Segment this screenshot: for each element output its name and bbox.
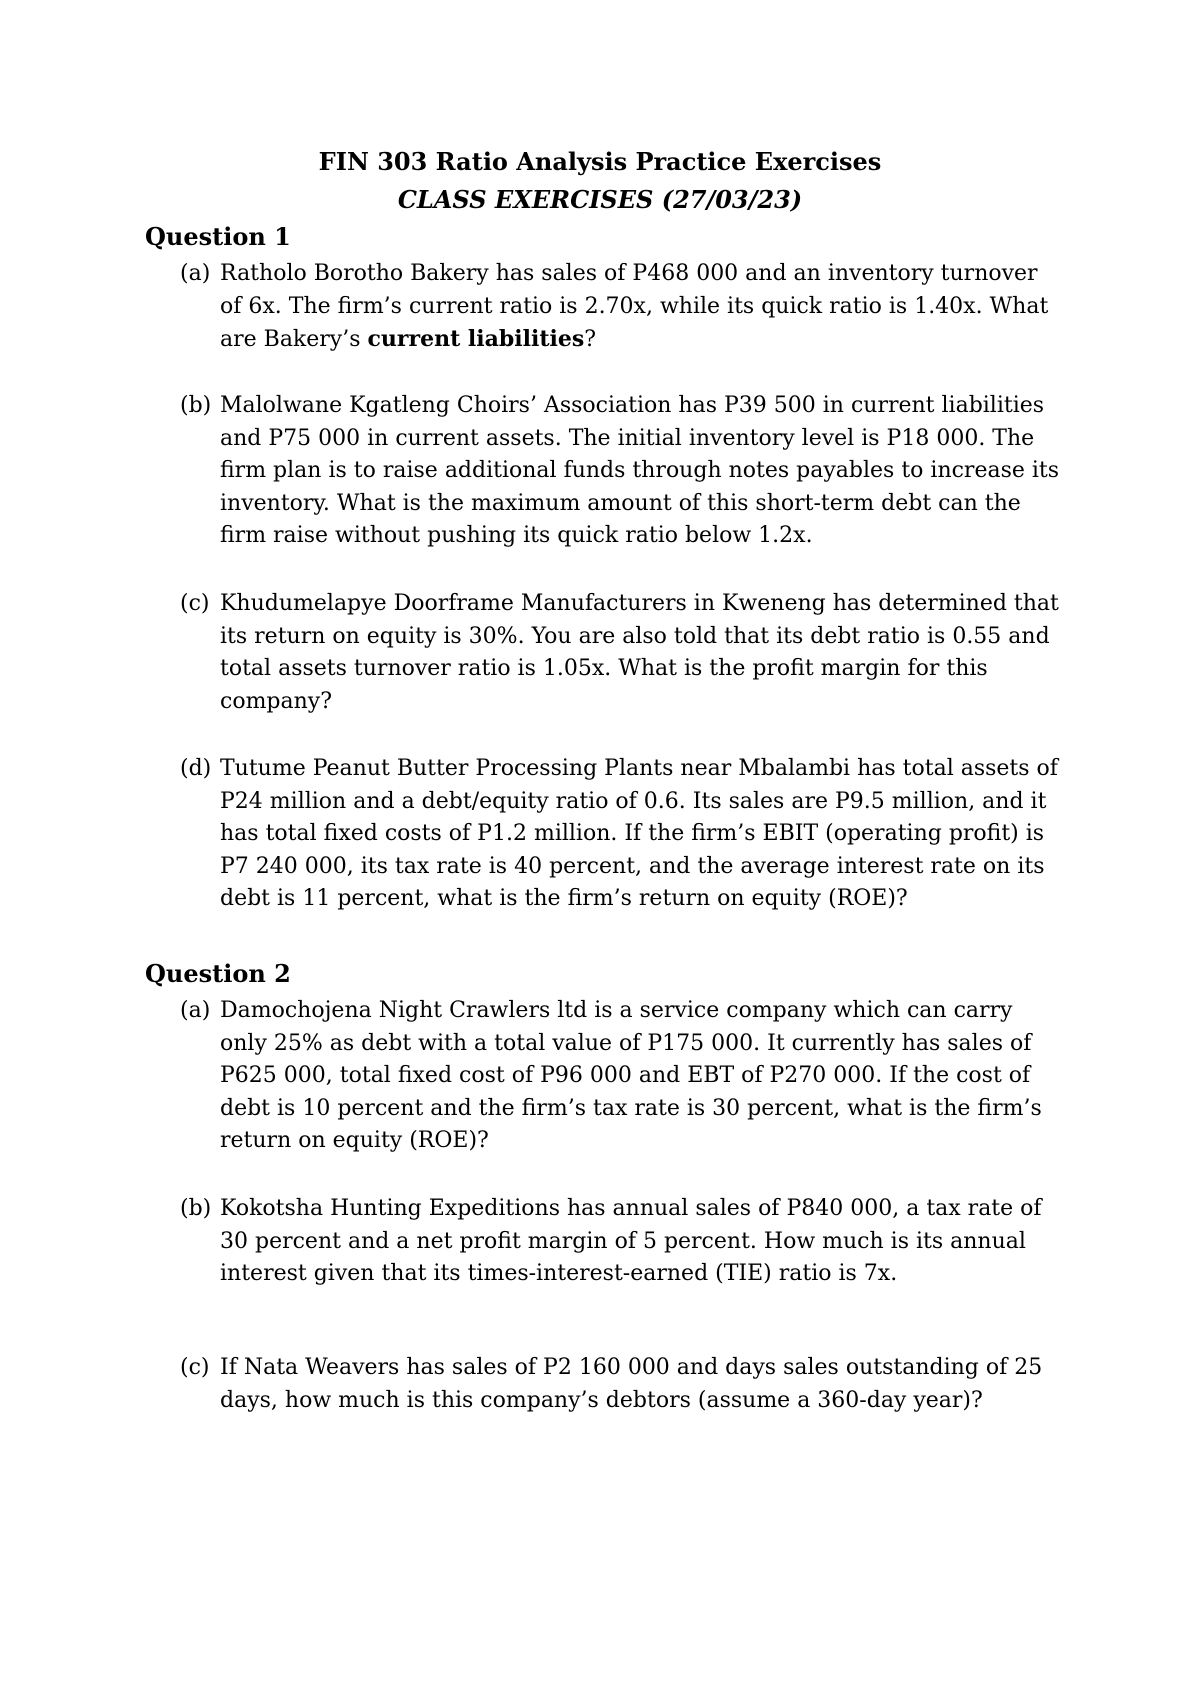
document-subtitle: CLASS EXERCISES (27/03/23) xyxy=(397,185,803,214)
question-1a-text-end: ? xyxy=(584,327,597,352)
question-1d xyxy=(180,753,1060,916)
question-2a xyxy=(180,995,1060,1158)
question-1-heading: Question 1 xyxy=(145,222,291,251)
question-1a-text-start: Ratholo Borotho Bakery has sales of P468 000 and an inventory turnover of 6x. The firm’s current ratio is 2.70x, while its quick ratio is 1.40x. What are Bakery’s xyxy=(220,261,1049,352)
question-2b xyxy=(180,1193,1060,1291)
question-1a-label: (a) xyxy=(180,261,211,286)
question-2a-label: (a) xyxy=(180,998,211,1023)
question-2b-label: (b) xyxy=(180,1196,212,1221)
question-1d-text: Tutume Peanut Butter Processing Plants near Mbalambi has total assets of P24 million and a debt/equity ratio of 0.6. Its sales are P9.5 million, and it has total fixed costs of P1.2 million. If the firm’s EBIT (operating profit) is P7 240 000, its tax rate is 40 percent, and the average interest rate on its debt is 11 percent, what is the firm’s return on equity (ROE)? xyxy=(220,756,1058,911)
question-1a xyxy=(180,258,1060,357)
question-2a-text: Damochojena Night Crawlers ltd is a service company which can carry only 25% as debt with a total value of P175 000. It currently has sales of P625 000, total fixed cost of P96 000 and EBT of P270 000. If the cost of debt is 10 percent and the firm’s tax rate is 30 percent, what is the firm’s return on equity (ROE)? xyxy=(220,998,1042,1153)
question-1b xyxy=(180,390,1060,553)
question-1b-text: Malolwane Kgatleng Choirs’ Association has P39 500 in current liabilities and P75 000 in current assets. The initial inventory level is P18 000. The firm plan is to raise additional funds through notes payables to increase its inventory. What is the maximum amount of this short-term debt can the firm raise without pushing its quick ratio below 1.2x. xyxy=(220,393,1060,548)
question-2-heading: Question 2 xyxy=(145,959,291,988)
question-1c xyxy=(180,588,1060,718)
question-1a-emphasis: current liabilities xyxy=(367,326,585,352)
question-2b-text: Kokotsha Hunting Expeditions has annual sales of P840 000, a tax rate of 30 percent and a net profit margin of 5 percent. How much is its annual interest given that its times-interest-earned (TIE) ratio is 7x. xyxy=(220,1196,1042,1286)
question-1a-text xyxy=(180,258,1060,357)
question-2c-label: (c) xyxy=(180,1355,210,1380)
question-1b-label: (b) xyxy=(180,393,212,418)
question-2c-text: If Nata Weavers has sales of P2 160 000 and days sales outstanding of 25 days, how much is this company’s debtors (assume a 360-day year)? xyxy=(220,1355,1043,1413)
question-1c-text: Khudumelapye Doorframe Manufacturers in Kweneng has determined that its return on equity is 30%. You are also told that its debt ratio is 0.55 and total assets turnover ratio is 1.05x. What is the profit margin for this company? xyxy=(220,591,1059,714)
question-1c-label: (c) xyxy=(180,591,210,616)
document-title: FIN 303 Ratio Analysis Practice Exercises xyxy=(318,147,882,176)
question-1d-label: (d) xyxy=(180,756,212,781)
question-2c xyxy=(180,1352,1060,1417)
